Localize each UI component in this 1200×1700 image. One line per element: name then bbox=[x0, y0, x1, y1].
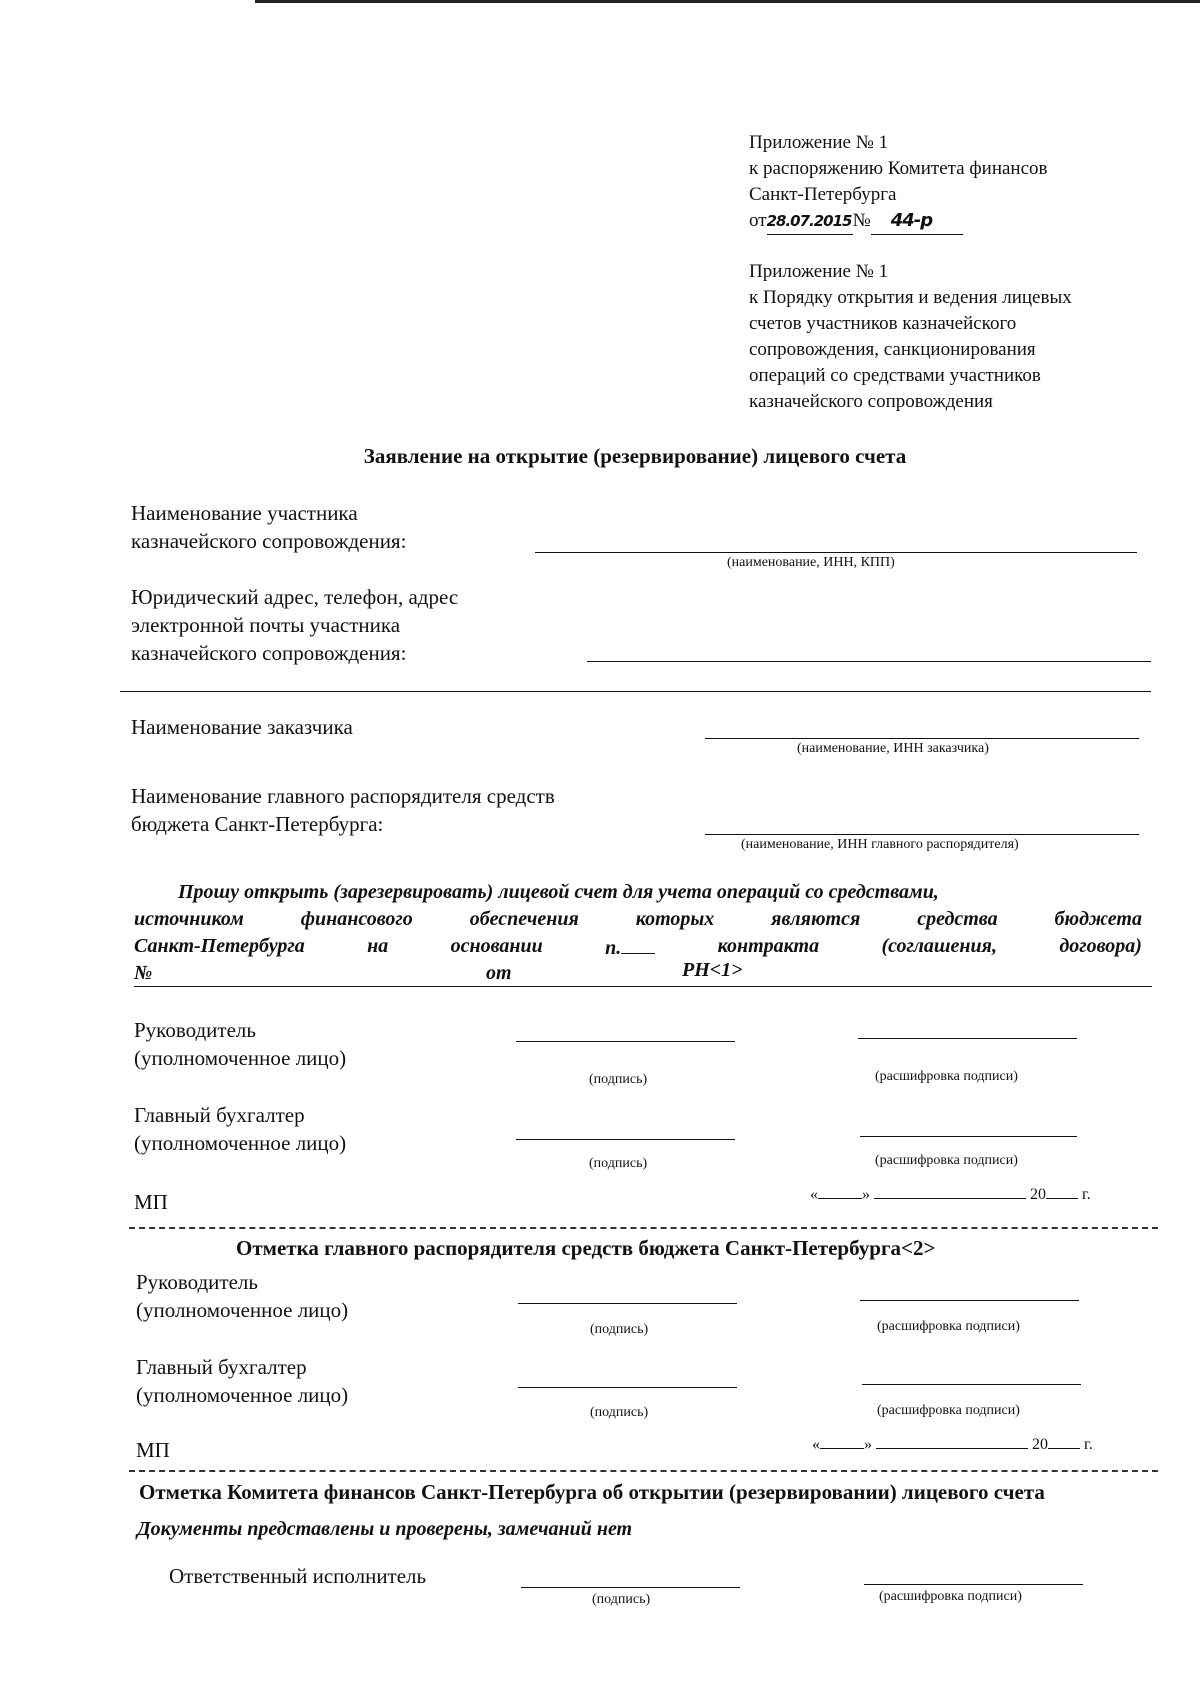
participant-name-field[interactable] bbox=[535, 552, 1137, 553]
section2-head-decoding-caption: (расшифровка подписи) bbox=[877, 1319, 1020, 1334]
participant-caption: (наименование, ИНН, КПП) bbox=[727, 555, 895, 570]
request-word: на bbox=[367, 935, 389, 957]
date-year-field[interactable] bbox=[1046, 1180, 1078, 1199]
address-field-continued[interactable] bbox=[120, 691, 1151, 692]
appendix-order-line3: Санкт-Петербурга bbox=[749, 184, 897, 205]
executor-decoding-caption: (расшифровка подписи) bbox=[879, 1589, 1022, 1604]
date-quote-open: « bbox=[812, 1436, 820, 1453]
date-year-suffix: г. bbox=[1082, 1186, 1091, 1203]
request-word: источником bbox=[134, 908, 244, 930]
address-label-line1: Юридический адрес, телефон, адрес bbox=[131, 585, 459, 609]
section2-accountant-line2: (уполномоченное лицо) bbox=[136, 1383, 349, 1407]
head-signature-field[interactable] bbox=[516, 1041, 735, 1042]
request-line4[interactable] bbox=[134, 959, 1152, 987]
number-sign: № bbox=[852, 210, 871, 231]
date-quote-open: « bbox=[810, 1186, 818, 1203]
section2-head-decoding-field[interactable] bbox=[860, 1300, 1079, 1301]
date-month-field[interactable] bbox=[876, 1430, 1028, 1449]
date-day-field[interactable] bbox=[818, 1180, 862, 1199]
section2-accountant-signature-field[interactable] bbox=[518, 1387, 737, 1388]
clause-number-field[interactable] bbox=[621, 935, 655, 954]
date-day-field[interactable] bbox=[820, 1430, 864, 1449]
section3-subtitle: Документы представлены и проверены, замечаний нет bbox=[137, 1518, 633, 1540]
section3-title: Отметка Комитета финансов Санкт-Петербурга об открытии (резервировании) лицевого счета bbox=[139, 1480, 1045, 1504]
request-word: которых bbox=[635, 908, 715, 930]
section2-head-label bbox=[136, 1268, 348, 1324]
participant-label-line2: казначейского сопровождения: bbox=[131, 529, 407, 553]
contract-number-label: № bbox=[134, 962, 153, 984]
request-word: средства bbox=[917, 908, 998, 930]
appendix-procedure-line5: операций со средствами участников bbox=[749, 365, 1041, 386]
document-title: Заявление на открытие (резервирование) лицевого счета bbox=[363, 444, 907, 468]
address-label bbox=[131, 583, 458, 667]
executor-label: Ответственный исполнитель bbox=[169, 1564, 427, 1588]
section-divider bbox=[129, 1227, 1158, 1229]
order-date-handwritten: 28.07.2015 bbox=[766, 212, 852, 230]
date-line bbox=[810, 1180, 1091, 1204]
date-century: 20 bbox=[1032, 1436, 1048, 1453]
executor-decoding-field[interactable] bbox=[864, 1584, 1083, 1585]
date-century: 20 bbox=[1030, 1186, 1046, 1203]
appendix-procedure-line3: счетов участников казначейского bbox=[749, 313, 1017, 334]
clause-group bbox=[605, 935, 655, 960]
address-field[interactable] bbox=[587, 661, 1151, 662]
appendix-order-line2: к распоряжению Комитета финансов bbox=[749, 158, 1048, 179]
accountant-label-line2: (уполномоченное лицо) bbox=[134, 1131, 347, 1155]
request-line3 bbox=[134, 935, 1142, 960]
accountant-signature-caption: (подпись) bbox=[589, 1156, 648, 1171]
request-word: основании bbox=[450, 935, 543, 957]
participant-label bbox=[131, 499, 406, 555]
section2-head-line2: (уполномоченное лицо) bbox=[136, 1298, 349, 1322]
scan-edge-bar bbox=[255, 0, 1200, 3]
request-word: бюджета bbox=[1054, 908, 1142, 930]
contract-date-label: от bbox=[486, 962, 512, 984]
head-label-line1: Руководитель bbox=[134, 1018, 256, 1042]
section2-accountant-label bbox=[136, 1353, 348, 1409]
customer-caption: (наименование, ИНН заказчика) bbox=[797, 741, 989, 756]
manager-label-line2: бюджета Санкт-Петербурга: bbox=[131, 812, 384, 836]
appendix-order-date-line bbox=[749, 208, 1048, 235]
request-line1: Прошу открыть (зарезервировать) лицевой счет для учета операций со средствами, bbox=[178, 881, 939, 903]
accountant-label bbox=[134, 1101, 346, 1157]
date-month-field[interactable] bbox=[874, 1180, 1026, 1199]
manager-caption: (наименование, ИНН главного распорядителя) bbox=[741, 837, 1019, 852]
request-word: обеспечения bbox=[469, 908, 579, 930]
accountant-label-line1: Главный бухгалтер bbox=[134, 1103, 305, 1127]
request-word: контракта bbox=[717, 935, 820, 957]
manager-field[interactable] bbox=[705, 834, 1139, 835]
section2-head-signature-caption: (подпись) bbox=[590, 1322, 649, 1337]
section2-title: Отметка главного распорядителя средств бюджета Санкт-Петербурга<2> bbox=[236, 1236, 936, 1260]
address-label-line3: казначейского сопровождения: bbox=[131, 641, 407, 665]
request-word: финансового bbox=[300, 908, 413, 930]
request-word: являются bbox=[771, 908, 861, 930]
section2-head-signature-field[interactable] bbox=[518, 1303, 737, 1304]
section2-head-line1: Руководитель bbox=[136, 1270, 258, 1294]
section2-accountant-decoding-caption: (расшифровка подписи) bbox=[877, 1403, 1020, 1418]
date-quote-close: » bbox=[862, 1186, 870, 1203]
address-label-line2: электронной почты участника bbox=[131, 613, 401, 637]
executor-signature-field[interactable] bbox=[521, 1587, 740, 1588]
appendix-procedure-line2: к Порядку открытия и ведения лицевых bbox=[749, 287, 1072, 308]
request-line2 bbox=[134, 908, 1142, 931]
section-divider bbox=[129, 1470, 1158, 1472]
appendix-procedure-block bbox=[749, 259, 1072, 415]
head-decoding-field[interactable] bbox=[858, 1038, 1077, 1039]
clause-label: п. bbox=[605, 937, 622, 959]
section2-accountant-line1: Главный бухгалтер bbox=[136, 1355, 307, 1379]
accountant-decoding-field[interactable] bbox=[860, 1136, 1077, 1137]
customer-field[interactable] bbox=[705, 738, 1139, 739]
from-label: от bbox=[749, 210, 767, 231]
section2-accountant-signature-caption: (подпись) bbox=[590, 1405, 649, 1420]
head-label-line2: (уполномоченное лицо) bbox=[134, 1046, 347, 1070]
section2-accountant-decoding-field[interactable] bbox=[862, 1384, 1081, 1385]
head-signature-caption: (подпись) bbox=[589, 1072, 648, 1087]
rn-label: РН<1> bbox=[682, 959, 743, 981]
section2-stamp-place-label: МП bbox=[136, 1438, 170, 1462]
request-word: договора) bbox=[1059, 935, 1142, 957]
appendix-order-block bbox=[749, 130, 1048, 235]
accountant-decoding-caption: (расшифровка подписи) bbox=[875, 1153, 1018, 1168]
accountant-signature-field[interactable] bbox=[516, 1139, 735, 1140]
appendix-procedure-line6: казначейского сопровождения bbox=[749, 391, 993, 412]
request-word: Санкт-Петербурга bbox=[134, 935, 305, 957]
date-year-field[interactable] bbox=[1048, 1430, 1080, 1449]
stamp-place-label: МП bbox=[134, 1190, 168, 1214]
head-decoding-caption: (расшифровка подписи) bbox=[875, 1069, 1018, 1084]
date-quote-close: » bbox=[864, 1436, 872, 1453]
manager-label-line1: Наименование главного распорядителя средств bbox=[131, 784, 555, 808]
date-year-suffix: г. bbox=[1084, 1436, 1093, 1453]
participant-label-line1: Наименование участника bbox=[131, 501, 358, 525]
head-label bbox=[134, 1016, 346, 1072]
customer-label: Наименование заказчика bbox=[131, 715, 353, 739]
manager-label bbox=[131, 782, 555, 838]
appendix-procedure-line1: Приложение № 1 bbox=[749, 261, 889, 282]
appendix-procedure-line4: сопровождения, санкционирования bbox=[749, 339, 1036, 360]
section2-date-line bbox=[812, 1430, 1093, 1454]
order-number-handwritten: 44-р bbox=[890, 210, 933, 231]
executor-signature-caption: (подпись) bbox=[592, 1592, 651, 1607]
appendix-order-line1: Приложение № 1 bbox=[749, 132, 889, 153]
request-word: (соглашения, bbox=[881, 935, 997, 957]
